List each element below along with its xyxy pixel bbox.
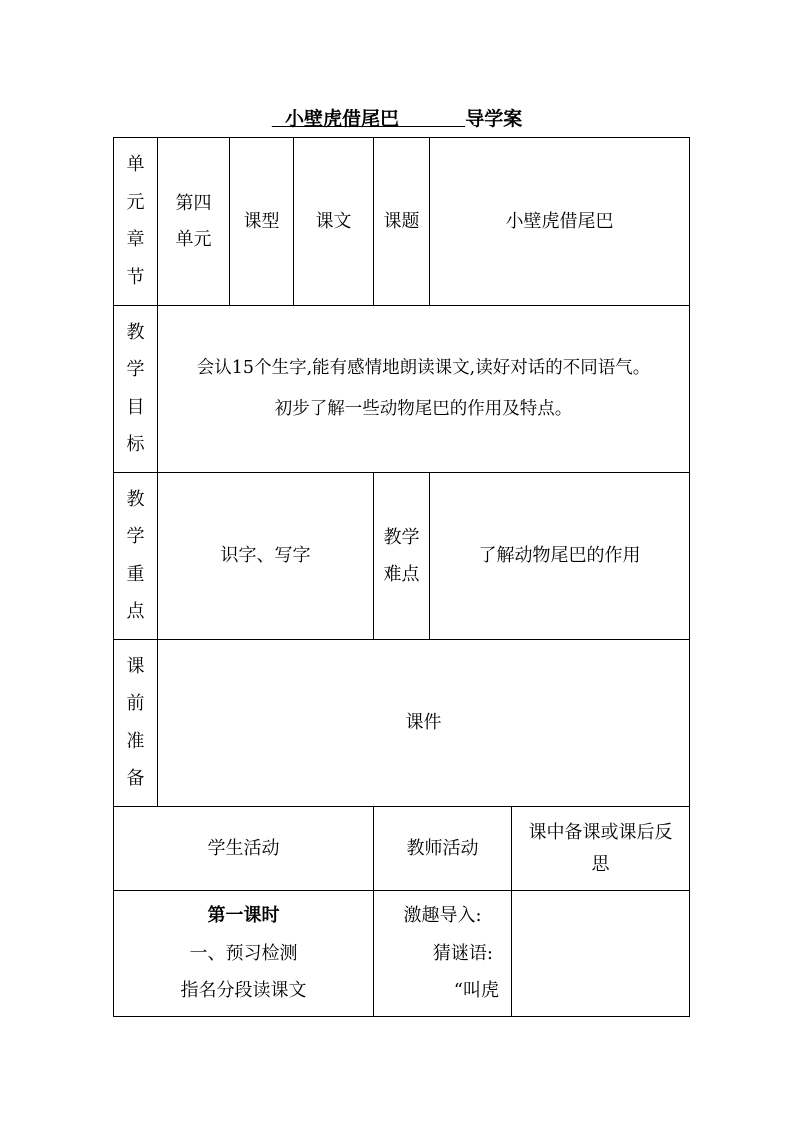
teaching-key-value: 识字、写字 xyxy=(157,472,374,640)
preparation-value: 课件 xyxy=(157,639,690,807)
reflection-content xyxy=(511,890,690,1017)
teacher-activity-content: 激趣导入: 猜谜语: “叫虎 xyxy=(373,890,512,1017)
title-lesson-underlined: 小壁虎借尾巴 xyxy=(285,108,400,130)
unit-chapter-label: 单 元 章 节 xyxy=(113,137,158,306)
student-activity-content: 第一课时 一、预习检测 指名分段读课文 xyxy=(113,890,374,1017)
preparation-label: 课 前 准 备 xyxy=(113,639,158,807)
teaching-difficulty-label: 教学 难点 xyxy=(373,472,430,640)
topic-value: 小壁虎借尾巴 xyxy=(429,137,690,306)
teaching-difficulty-value: 了解动物尾巴的作用 xyxy=(429,472,690,640)
teaching-key-label: 教 学 重 点 xyxy=(113,472,158,640)
reflection-header: 课中备课或课后反 思 xyxy=(511,806,690,891)
student-activity-header: 学生活动 xyxy=(113,806,374,891)
teacher-activity-header: 教师活动 xyxy=(373,806,512,891)
teaching-goals-label: 教 学 目 标 xyxy=(113,305,158,473)
page-title xyxy=(0,104,794,131)
topic-label: 课题 xyxy=(373,137,430,306)
title-suffix: 导学案 xyxy=(465,108,523,130)
lesson-type-label: 课型 xyxy=(229,137,294,306)
unit-chapter-value: 第四 单元 xyxy=(157,137,230,306)
lesson-type-value: 课文 xyxy=(293,137,374,306)
teaching-goals-value: 会认15个生字,能有感情地朗读课文,读好对话的不同语气。 初步了解一些动物尾巴的作用及特点。 xyxy=(157,305,690,473)
